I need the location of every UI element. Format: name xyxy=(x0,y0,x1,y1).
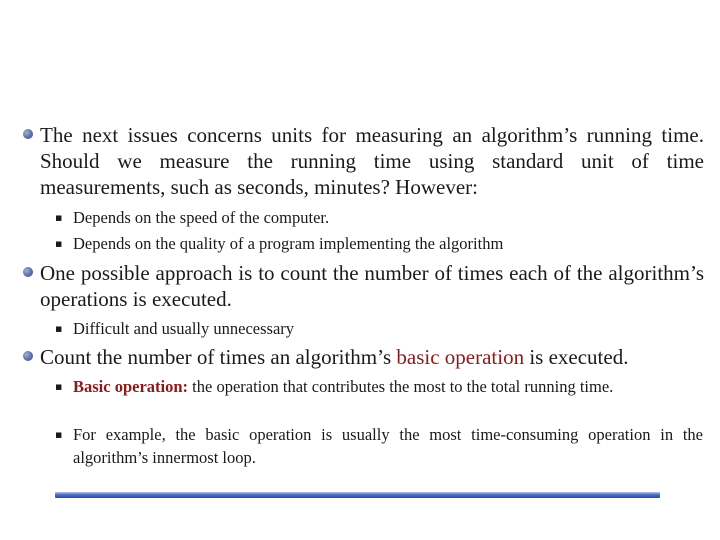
bullet-2-sub-1 xyxy=(55,317,703,340)
bullet-3-highlight: basic operation xyxy=(396,345,525,369)
bottom-divider-bar xyxy=(55,492,660,498)
bullet-1-sub-2 xyxy=(55,232,703,255)
round-bullet-icon xyxy=(23,267,33,277)
basic-operation-label: Basic operation: xyxy=(73,377,189,396)
square-bullet-icon: ▪ xyxy=(55,211,63,224)
bullet-3-sub-1-text: the operation that contributes the most to the total running time. xyxy=(188,377,614,396)
bullet-3-sub-1 xyxy=(55,375,703,398)
bullet-2-text: One possible approach is to count the number of times each of the algorithm’s operations is executed. xyxy=(40,261,704,311)
bullet-1-sub-2-text: Depends on the quality of a program implementing the algorithm xyxy=(73,234,504,253)
square-bullet-icon: ▪ xyxy=(55,428,63,441)
bullet-3-sub-2-text: For example, the basic operation is usually the most time-consuming operation in the algorithm’s innermost loop. xyxy=(73,425,703,467)
square-bullet-icon: ▪ xyxy=(55,380,63,393)
square-bullet-icon: ▪ xyxy=(55,322,63,335)
bullet-1-text: The next issues concerns units for measuring an algorithm’s running time. Should we measure the running time using standard unit of time measurements, such as seconds, minutes? However: xyxy=(40,123,704,199)
bullet-3-sub-2 xyxy=(55,423,703,469)
bullet-1-sub-1 xyxy=(55,206,703,229)
square-bullet-icon: ▪ xyxy=(55,237,63,250)
bullet-2-sub-1-text: Difficult and usually unnecessary xyxy=(73,319,295,338)
bullet-3-text-before: Count the number of times an algorithm’s xyxy=(40,345,397,369)
bullet-3 xyxy=(40,344,716,370)
bullet-2 xyxy=(40,260,704,312)
bullet-1-sub-1-text: Depends on the speed of the computer. xyxy=(73,208,330,227)
bullet-1 xyxy=(40,122,704,200)
round-bullet-icon xyxy=(23,351,33,361)
bullet-3-text-after: is executed. xyxy=(524,345,629,369)
round-bullet-icon xyxy=(23,129,33,139)
